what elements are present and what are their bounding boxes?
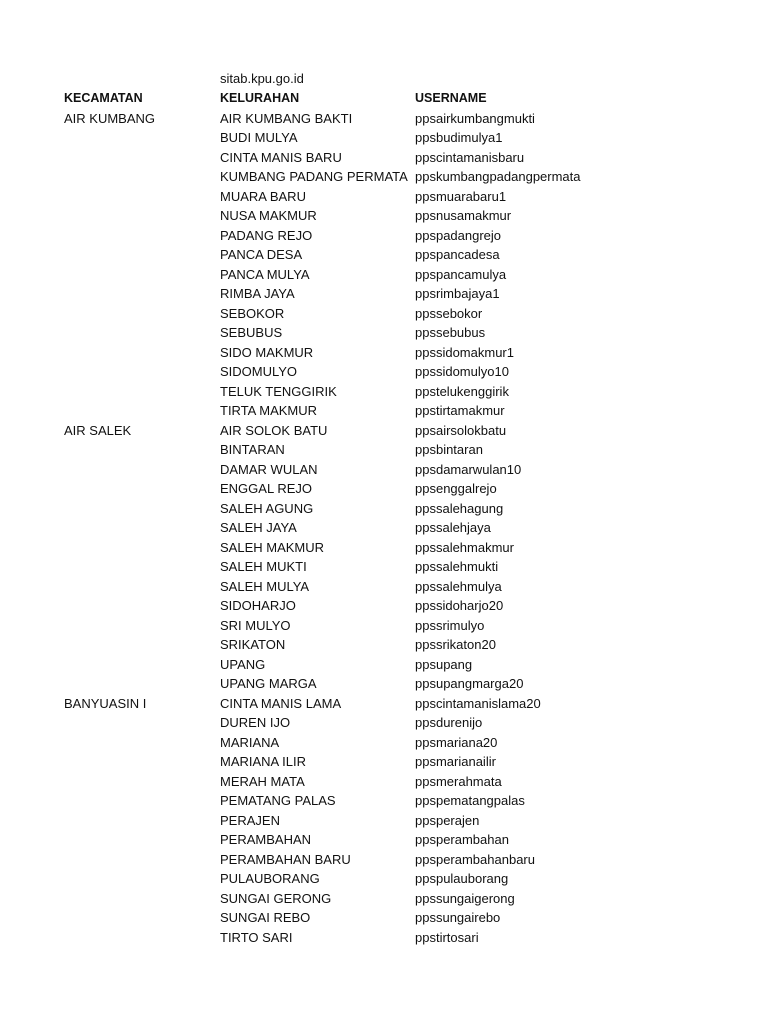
kelurahan-cell: AIR KUMBANG BAKTI: [220, 110, 353, 126]
kelurahan-cell: MERAH MATA: [220, 773, 305, 789]
table-row: [0, 733, 768, 753]
kelurahan-cell: SUNGAI GERONG: [220, 890, 332, 906]
table-row: [0, 538, 768, 558]
table-row: [0, 908, 768, 928]
table-row: [0, 362, 768, 382]
username-cell: ppssebubus: [415, 325, 486, 340]
table-row: [0, 713, 768, 733]
table-row: [0, 811, 768, 831]
table-row: [0, 167, 768, 187]
table-row: [0, 245, 768, 265]
username-cell: ppsbudimulya1: [415, 130, 503, 145]
table-row: [0, 226, 768, 246]
kelurahan-cell: PADANG REJO: [220, 227, 313, 243]
table-row: [0, 752, 768, 772]
username-cell: ppspancamulya: [415, 266, 507, 282]
kelurahan-cell: DAMAR WULAN: [220, 461, 318, 477]
kelurahan-cell: SALEH MUKTI: [220, 559, 307, 574]
username-cell: ppsmuarabaru1: [415, 188, 507, 204]
username-cell: ppssalehagung: [415, 500, 504, 516]
table-row: [0, 323, 768, 343]
table-row: [0, 674, 768, 694]
table-row: [0, 109, 768, 129]
user-table: [0, 89, 768, 947]
username-cell: ppssalehmulya: [415, 578, 502, 594]
kelurahan-cell: NUSA MAKMUR: [220, 208, 317, 223]
username-cell: ppsrimbajaya1: [415, 286, 500, 301]
table-row: [0, 928, 768, 948]
username-cell: ppssrikaton20: [415, 637, 496, 652]
kelurahan-cell: TIRTO SARI: [220, 929, 293, 945]
kelurahan-cell: SALEH JAYA: [220, 520, 297, 535]
kelurahan-cell: SIDOMULYO: [220, 364, 298, 379]
table-row: [0, 128, 768, 148]
kelurahan-cell: PULAUBORANG: [220, 871, 320, 886]
table-row: [0, 343, 768, 363]
table-row: [0, 440, 768, 460]
table-row: [0, 382, 768, 402]
table-row: [0, 187, 768, 207]
username-cell: ppssungairebo: [415, 910, 501, 925]
username-cell: ppsairsolokbatu: [415, 422, 507, 438]
kecamatan-cell: AIR SALEK: [64, 422, 132, 438]
table-row: [0, 791, 768, 811]
username-cell: ppsmariana20: [415, 734, 498, 750]
table-row: [0, 889, 768, 909]
username-cell: ppsairkumbangmukti: [415, 110, 535, 126]
username-cell: ppstelukenggirik: [415, 383, 509, 399]
kelurahan-cell: UPANG MARGA: [220, 676, 317, 691]
table-row: [0, 479, 768, 499]
username-cell: ppstirtosari: [415, 929, 479, 945]
username-cell: ppsbintaran: [415, 442, 483, 457]
kelurahan-cell: SEBOKOR: [220, 305, 285, 321]
table-row: [0, 304, 768, 324]
kelurahan-cell: SEBUBUS: [220, 325, 283, 340]
kelurahan-cell: BINTARAN: [220, 442, 285, 457]
table-row: [0, 557, 768, 577]
table-row: [0, 655, 768, 675]
kelurahan-cell: MARIANA ILIR: [220, 754, 306, 769]
username-cell: ppssebokor: [415, 305, 483, 321]
username-cell: ppskumbangpadangpermata: [415, 169, 581, 184]
kelurahan-cell: SALEH MULYA: [220, 578, 310, 594]
kelurahan-cell: SIDO MAKMUR: [220, 344, 314, 360]
username-cell: ppspematangpalas: [415, 793, 525, 808]
kelurahan-cell: SALEH MAKMUR: [220, 539, 325, 555]
kelurahan-cell: ENGGAL REJO: [220, 481, 312, 496]
kecamatan-cell: AIR KUMBANG: [64, 110, 156, 126]
table-row: [0, 694, 768, 714]
username-cell: ppsnusamakmur: [415, 208, 512, 223]
kelurahan-cell: TELUK TENGGIRIK: [220, 383, 337, 399]
table-row: [0, 635, 768, 655]
username-cell: ppsperambahan: [415, 832, 509, 847]
kelurahan-cell: UPANG: [220, 656, 266, 672]
username-cell: ppsdamarwulan10: [415, 461, 522, 477]
table-row: [0, 830, 768, 850]
table-row: [0, 596, 768, 616]
table-row: [0, 869, 768, 889]
kelurahan-cell: SRI MULYO: [220, 617, 291, 633]
username-cell: ppstirtamakmur: [415, 403, 505, 418]
username-cell: ppspancadesa: [415, 247, 500, 262]
kelurahan-cell: SUNGAI REBO: [220, 910, 311, 925]
table-row: [0, 421, 768, 441]
kelurahan-cell: CINTA MANIS BARU: [220, 149, 342, 165]
kelurahan-cell: AIR SOLOK BATU: [220, 422, 328, 438]
username-cell: ppscintamanislama20: [415, 695, 541, 711]
username-cell: ppspulauborang: [415, 871, 509, 886]
table-row: [0, 265, 768, 285]
username-cell: ppssalehjaya: [415, 520, 491, 535]
table-body: [0, 109, 768, 948]
kelurahan-cell: DUREN IJO: [220, 715, 291, 730]
kelurahan-cell: TIRTA MAKMUR: [220, 403, 318, 418]
table-row: [0, 460, 768, 480]
username-cell: ppssalehmukti: [415, 559, 499, 574]
kelurahan-cell: SALEH AGUNG: [220, 500, 314, 516]
table-row: [0, 772, 768, 792]
kelurahan-cell: PANCA MULYA: [220, 266, 310, 282]
kecamatan-cell: BANYUASIN I: [64, 695, 147, 711]
kelurahan-cell: PEMATANG PALAS: [220, 793, 336, 808]
table-row: [0, 148, 768, 168]
username-cell: ppssidomakmur1: [415, 344, 514, 360]
table-row: [0, 499, 768, 519]
kelurahan-cell: PERAJEN: [220, 812, 280, 828]
username-cell: ppssungaigerong: [415, 890, 515, 906]
table-row: [0, 850, 768, 870]
header-kelurahan: KELURAHAN: [220, 91, 300, 105]
kelurahan-cell: CINTA MANIS LAMA: [220, 695, 342, 711]
kelurahan-cell: PERAMBAHAN BARU: [220, 851, 351, 867]
table-row: [0, 401, 768, 421]
table-row: [0, 284, 768, 304]
username-cell: ppsmerahmata: [415, 773, 502, 789]
kelurahan-cell: MARIANA: [220, 734, 280, 750]
username-cell: ppsmarianailir: [415, 754, 496, 769]
table-row: [0, 206, 768, 226]
table-row: [0, 616, 768, 636]
kelurahan-cell: PERAMBAHAN: [220, 832, 312, 847]
username-cell: ppsdurenijo: [415, 715, 483, 730]
username-cell: ppscintamanisbaru: [415, 149, 525, 165]
kelurahan-cell: MUARA BARU: [220, 188, 306, 204]
header-kecamatan: KECAMATAN: [64, 91, 143, 105]
site-url: sitab.kpu.go.id: [220, 71, 304, 86]
username-cell: ppsupangmarga20: [415, 676, 524, 691]
kelurahan-cell: PANCA DESA: [220, 247, 303, 262]
kelurahan-cell: KUMBANG PADANG PERMATA: [220, 169, 408, 184]
kelurahan-cell: SIDOHARJO: [220, 598, 296, 613]
table-row: [0, 518, 768, 538]
username-cell: ppsperambahanbaru: [415, 851, 535, 867]
username-cell: ppsupang: [415, 656, 473, 672]
username-cell: ppssrimulyo: [415, 617, 485, 633]
table-row: [0, 577, 768, 597]
table-header: [0, 89, 768, 109]
username-cell: ppspadangrejo: [415, 227, 502, 243]
username-cell: ppssalehmakmur: [415, 539, 514, 555]
kelurahan-cell: SRIKATON: [220, 637, 286, 652]
username-cell: ppsperajen: [415, 812, 480, 828]
kelurahan-cell: BUDI MULYA: [220, 130, 298, 145]
username-cell: ppsenggalrejo: [415, 481, 497, 496]
username-cell: ppssidomulyo10: [415, 364, 509, 379]
kelurahan-cell: RIMBA JAYA: [220, 286, 295, 301]
username-cell: ppssidoharjo20: [415, 598, 504, 613]
header-username: USERNAME: [415, 91, 487, 105]
